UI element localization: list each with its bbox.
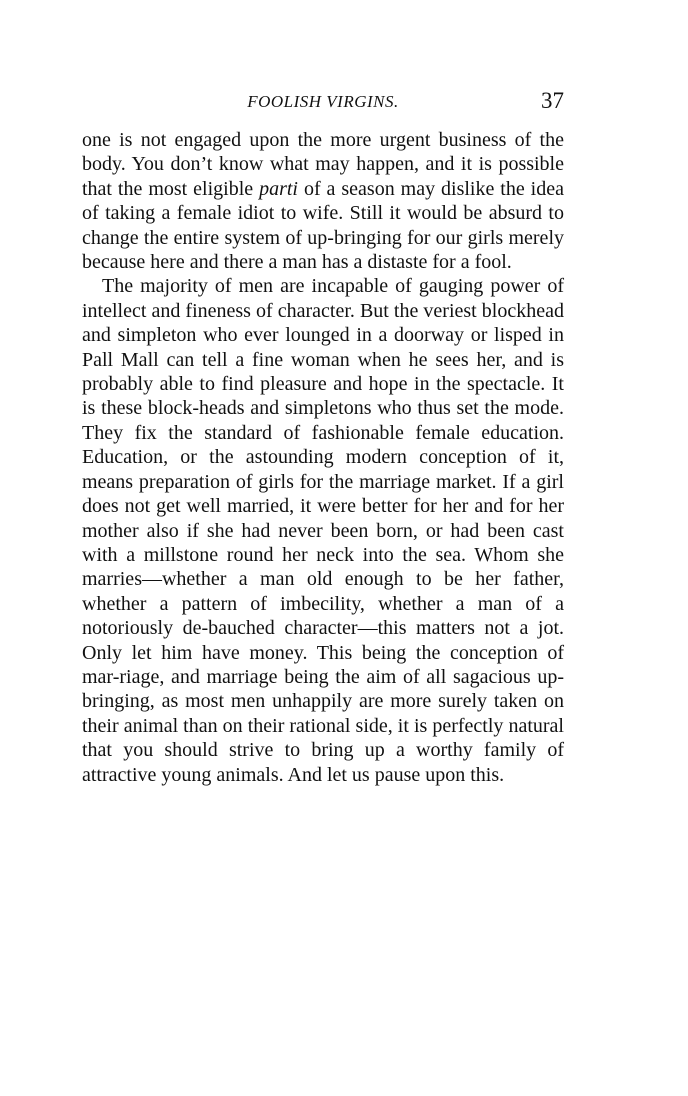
running-title: FOOLISH VIRGINS. [247,92,399,111]
paragraph-1-text-b: of a season may dislike the idea of taking a female idiot to wife. Still it would be absurd to change the entire system of up-bringing for our girls merely because here and there a man has a distaste for a fool. [82,177,564,274]
page-number: 37 [541,88,564,113]
running-head [82,86,564,116]
paragraph-majority-of-men: The majority of men are incapable of gauging power of intellect and fineness of character. But the veriest blockhead and simpleton who ever lounged in a doorway or lisped in Pall Mall can tell a fine woman when he sees her, and is probably able to find pleasure and hope in the spectacle. It is these block-heads and simpletons who thus set the mode. They fix the standard of fashionable female education. Education, or the astounding modern conception of it, means preparation of girls for the marriage market. If a girl does not get well married, it were better for her and for her mother also if she had never been born, or had been cast with a millstone round her neck into the sea. Whom she marries—whether a man old enough to be her father, whether a pattern of imbecility, whether a man of a notoriously de-bauched character—this matters not a jot. Only let him have money. This being the conception of mar-riage, and marriage being the aim of all sagacious up-bringing, as most men unhappily are more surely taken on their animal than on their rational side, it is perfectly natural that you should strive to bring up a worthy family of attractive young animals. And let us pause upon this. [82,275,564,786]
paragraph-continued [82,128,564,274]
paragraph-1-text-a: one is not engaged upon the more urgent business of the body. You don’t know what may happen, and it is possible that the most eligible [82,129,564,200]
italic-term-parti: parti [259,177,298,200]
body-text [82,128,564,787]
